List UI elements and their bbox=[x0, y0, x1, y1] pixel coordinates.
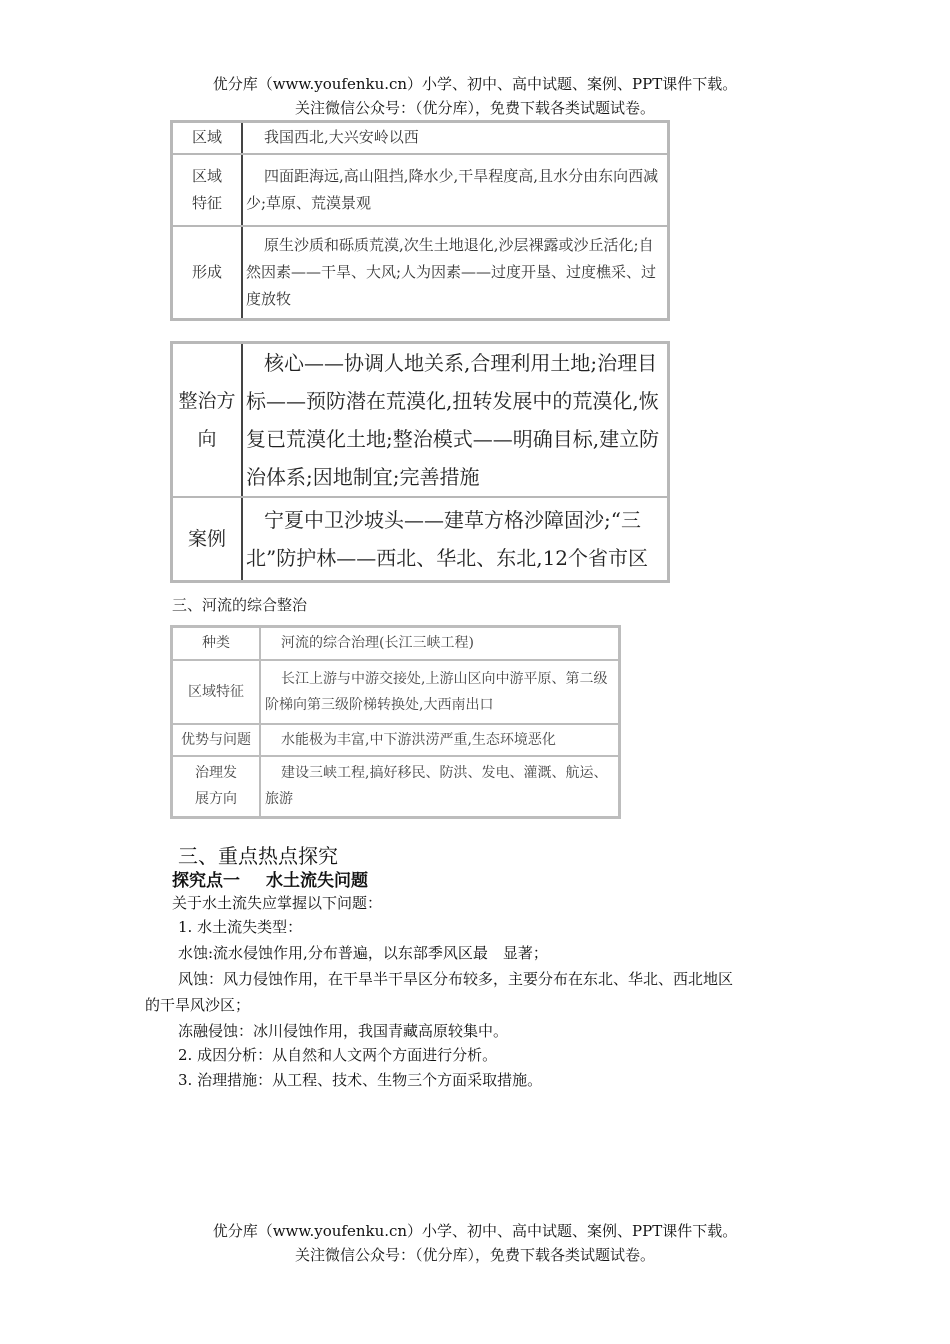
table-value-cell: 原生沙质和砾质荒漠,次生土地退化,沙层裸露或沙丘活化;自然因素——干旱、大风;人为因素——过度开垦、过度樵采、过度放牧 bbox=[242, 226, 669, 320]
wind-erosion-text: 风蚀：风力侵蚀作用，在干旱半干旱区分布较多，主要分布在东北、华北、西北地区 bbox=[178, 970, 734, 988]
list-item-1: 1. 水土流失类型： bbox=[178, 918, 303, 936]
table-row bbox=[172, 343, 669, 498]
river-treatment-table bbox=[170, 625, 621, 819]
table-row bbox=[172, 122, 669, 154]
explore-heading bbox=[172, 866, 368, 891]
intro-paragraph: 关于水土流失应掌握以下问题： bbox=[172, 894, 383, 912]
table-value-cell: 我国西北,大兴安岭以西 bbox=[242, 122, 669, 154]
list-item-2: 2. 成因分析：从自然和人文两个方面进行分析。 bbox=[178, 1046, 498, 1064]
table-key-cell: 形成 bbox=[172, 226, 243, 320]
table-value-cell: 四面距海远,高山阻挡,降水少,干旱程度高,且水分由东向西减少;草原、荒漠景观 bbox=[242, 154, 669, 226]
table-key-cell: 治理发展方向 bbox=[172, 756, 261, 818]
table-row bbox=[172, 226, 669, 320]
footer-line-1: 优分库（www.youfenku.cn）小学、初中、高中试题、案例、PPT课件下载。 bbox=[212, 1222, 738, 1240]
list-item-3: 3. 治理措施：从工程、技术、生物三个方面采取措施。 bbox=[178, 1071, 543, 1089]
table-key-cell: 区域特征 bbox=[172, 154, 243, 226]
explore-label: 探究点一 bbox=[172, 871, 240, 891]
table-key-cell: 种类 bbox=[172, 627, 261, 660]
table-value-cell: 长江上游与中游交接处,上游山区向中游平原、第二级阶梯向第三级阶梯转换处,大西南出口 bbox=[260, 660, 620, 724]
table-key-cell: 整治方向 bbox=[172, 343, 243, 498]
table-value-cell: 宁夏中卫沙坡头——建草方格沙障固沙;“三北”防护林——西北、华北、东北,12个省市区 bbox=[242, 497, 669, 581]
water-erosion-text: 水蚀:流水侵蚀作用,分布普遍，以东部季风区最 显著； bbox=[178, 944, 548, 962]
table-key-cell: 区域 bbox=[172, 122, 243, 154]
table-value-cell: 水能极为丰富,中下游洪涝严重,生态环境恶化 bbox=[260, 724, 620, 756]
table-key-cell: 案例 bbox=[172, 497, 243, 581]
remediation-table bbox=[170, 341, 670, 583]
table-value-cell: 核心——协调人地关系,合理利用土地;治理目标——预防潜在荒漠化,扭转发展中的荒漠化,恢复已荒漠化土地;整治模式——明确目标,建立防治体系;因地制宜;完善措施 bbox=[242, 343, 669, 498]
table-key-cell: 区域特征 bbox=[172, 660, 261, 724]
explore-title: 水土流失问题 bbox=[266, 871, 368, 891]
table-key-cell: 优势与问题 bbox=[172, 724, 261, 756]
header-line-2: 关注微信公众号：（优分库），免费下载各类试题试卷。 bbox=[294, 99, 655, 117]
header-line-1: 优分库（www.youfenku.cn）小学、初中、高中试题、案例、PPT课件下载。 bbox=[212, 75, 738, 93]
section-heading-river: 三、河流的综合整治 bbox=[172, 596, 308, 614]
desertification-table bbox=[170, 120, 670, 321]
table-value-cell: 建设三峡工程,搞好移民、防洪、发电、灌溉、航运、旅游 bbox=[260, 756, 620, 818]
wind-erosion-text-cont: 的干旱风沙区； bbox=[145, 996, 251, 1014]
table-row bbox=[172, 497, 669, 581]
table-row bbox=[172, 660, 620, 724]
table-row bbox=[172, 756, 620, 818]
section-heading-hot-topics: 三、重点热点探究 bbox=[178, 844, 338, 868]
table-row bbox=[172, 724, 620, 756]
table-row bbox=[172, 627, 620, 660]
freeze-thaw-text: 冻融侵蚀：冰川侵蚀作用，我国青藏高原较集中。 bbox=[178, 1022, 509, 1040]
table-row bbox=[172, 154, 669, 226]
footer-line-2: 关注微信公众号：（优分库），免费下载各类试题试卷。 bbox=[294, 1246, 655, 1264]
table-value-cell: 河流的综合治理(长江三峡工程) bbox=[260, 627, 620, 660]
